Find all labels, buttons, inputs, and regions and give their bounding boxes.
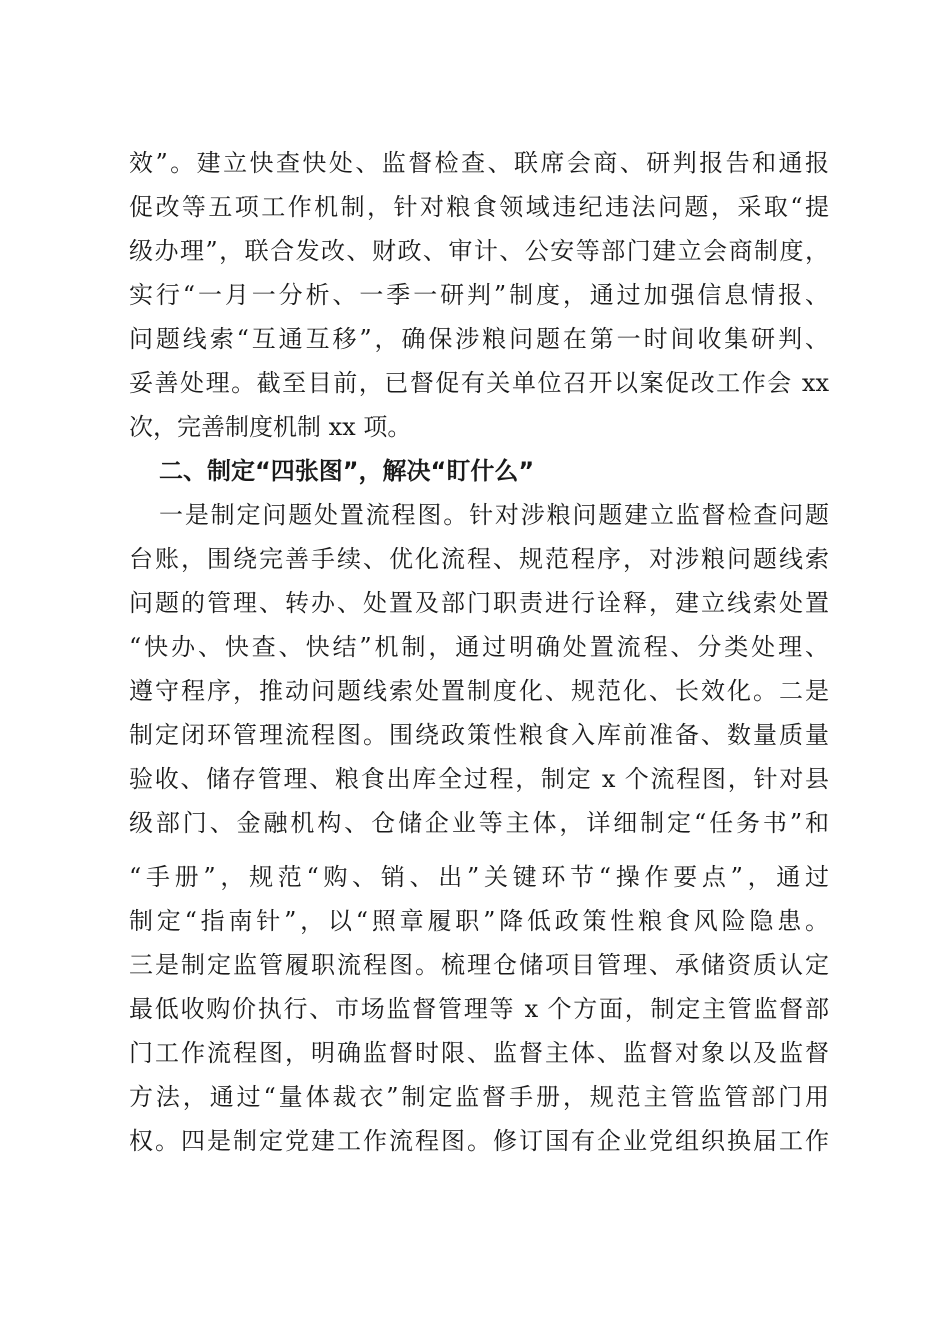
paragraph-line: 促改等五项工作机制，针对粮食领域违纪违法问题，采取“提 bbox=[129, 193, 829, 221]
paragraph-line: 妥善处理。截至目前，已督促有关单位召开以案促改工作会 xx bbox=[129, 369, 829, 397]
paragraph-line: “手册”，规范“购、销、出”关键环节“操作要点”，通过 bbox=[129, 863, 829, 891]
paragraph-line: 遵守程序，推动问题线索处置制度化、规范化、长效化。二是 bbox=[129, 677, 829, 705]
paragraph-line: 实行“一月一分析、一季一研判”制度，通过加强信息情报、 bbox=[129, 281, 829, 309]
paragraph-line: 制定闭环管理流程图。围绕政策性粮食入库前准备、数量质量 bbox=[129, 721, 829, 749]
paragraph-line: 门工作流程图，明确监督时限、监督主体、监督对象以及监督 bbox=[129, 1039, 829, 1067]
paragraph-line: 级办理”，联合发改、财政、审计、公安等部门建立会商制度， bbox=[129, 237, 829, 265]
paragraph-line: 方法，通过“量体裁衣”制定监督手册，规范主管监管部门用 bbox=[129, 1083, 829, 1111]
paragraph-line: 最低收购价执行、市场监督管理等 x 个方面，制定主管监督部 bbox=[129, 995, 829, 1023]
paragraph-line: 制定“指南针”，以“照章履职”降低政策性粮食风险隐患。 bbox=[129, 907, 829, 935]
paragraph-line: 效”。建立快查快处、监督检查、联席会商、研判报告和通报 bbox=[129, 149, 829, 177]
paragraph-line: 次，完善制度机制 xx 项。 bbox=[129, 413, 412, 441]
paragraph-line: 验收、储存管理、粮食出库全过程，制定 x 个流程图，针对县 bbox=[129, 765, 829, 793]
paragraph-line: 问题的管理、转办、处置及部门职责进行诠释，建立线索处置 bbox=[129, 589, 829, 617]
paragraph-line: 一是制定问题处置流程图。针对涉粮问题建立监督检查问题 bbox=[159, 501, 829, 529]
section-heading: 二、制定“四张图”，解决“盯什么” bbox=[159, 457, 535, 485]
paragraph-line: 权。四是制定党建工作流程图。修订国有企业党组织换届工作 bbox=[129, 1127, 829, 1155]
paragraph-line: 三是制定监管履职流程图。梳理仓储项目管理、承储资质认定 bbox=[129, 951, 829, 979]
paragraph-line: 台账，围绕完善手续、优化流程、规范程序，对涉粮问题线索 bbox=[129, 545, 829, 573]
paragraph-line: “快办、快查、快结”机制，通过明确处置流程、分类处理、 bbox=[129, 633, 829, 661]
paragraph-line: 问题线索“互通互移”，确保涉粮问题在第一时间收集研判、 bbox=[129, 325, 829, 353]
paragraph-line: 级部门、金融机构、仓储企业等主体，详细制定“任务书”和 bbox=[129, 809, 829, 837]
